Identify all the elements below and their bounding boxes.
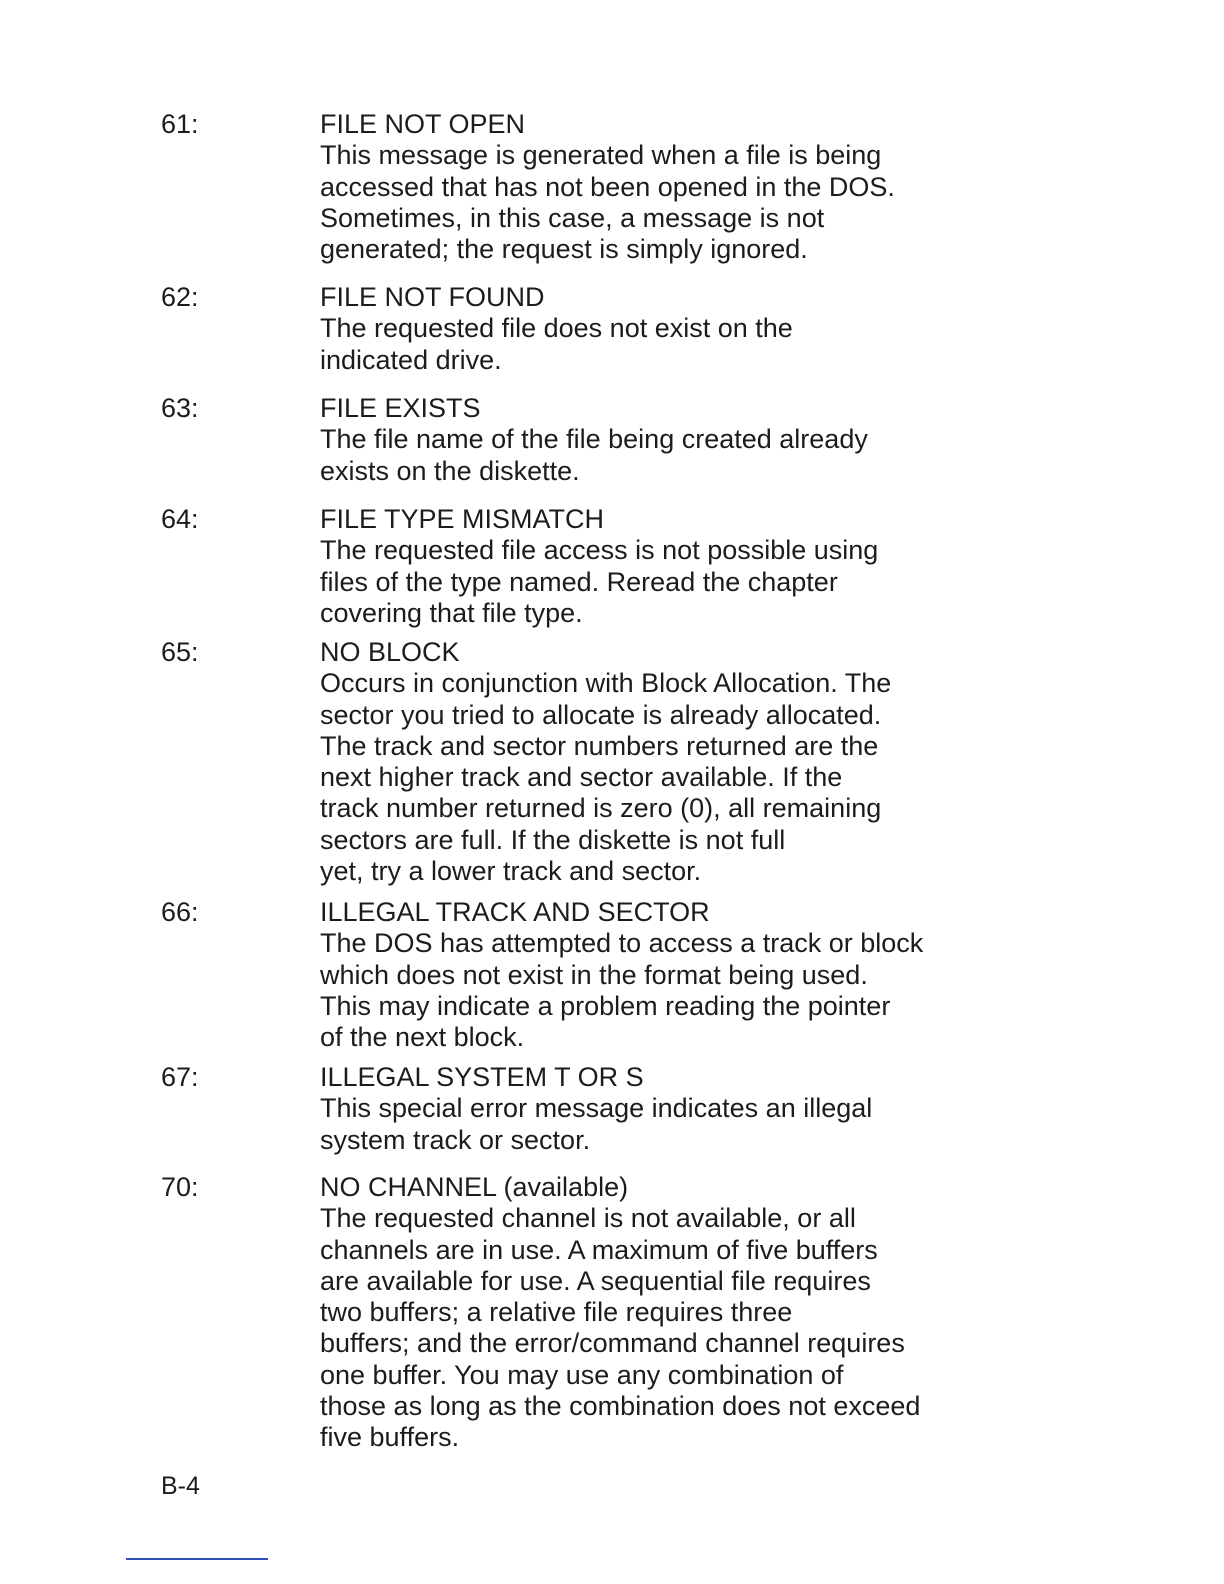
error-title: NO BLOCK [320,637,460,667]
error-description-line: which does not exist in the format being used. [320,959,868,990]
page-number: B-4 [161,1472,200,1500]
error-title: ILLEGAL SYSTEM T OR S [320,1062,644,1092]
error-description-line: generated; the request is simply ignored. [320,234,808,265]
error-description-line: are available for use. A sequential file requires [320,1265,871,1296]
error-code: 64: [161,504,199,534]
error-description-line: The DOS has attempted to access a track or block [320,928,924,959]
error-description-line: Occurs in conjunction with Block Allocation. The [320,668,892,699]
error-code: 66: [161,897,199,927]
error-description-line: next higher track and sector available. If the [320,762,843,793]
error-description-line: Sometimes, in this case, a message is not [320,202,825,233]
error-description-line: The track and sector numbers returned are the [320,730,879,761]
error-code: 67: [161,1062,199,1092]
error-code: 70: [161,1172,199,1202]
error-description-line: The file name of the file being created already [320,424,868,455]
error-description-line: yet, try a lower track and sector. [320,856,702,887]
error-description-line: sectors are full. If the diskette is not full [320,824,786,855]
error-body [320,637,1000,887]
error-title: ILLEGAL TRACK AND SECTOR [320,897,710,927]
error-body [320,393,1000,487]
error-code: 61: [161,109,199,139]
error-description-line: This special error message indicates an illegal [320,1093,873,1124]
error-description-line: system track or sector. [320,1124,591,1155]
error-body [320,282,1000,376]
error-description-line: indicated drive. [320,344,502,375]
error-description-line: covering that file type. [320,597,583,628]
error-body [320,897,1000,1053]
error-title: FILE NOT OPEN [320,109,526,139]
error-description-line: of the next block. [320,1022,525,1053]
error-code: 63: [161,393,199,423]
error-description-line: The requested file access is not possible using [320,535,879,566]
error-description-line: The requested file does not exist on the [320,313,793,344]
error-code: 62: [161,282,199,312]
error-description-line: track number returned is zero (0), all remaining [320,793,882,824]
error-description-line: This may indicate a problem reading the pointer [320,990,891,1021]
footer-rule [126,1558,268,1560]
error-body [320,504,1000,629]
error-description-line: five buffers. [320,1422,460,1453]
error-description-line: buffers; and the error/command channel requires [320,1328,905,1359]
error-title: FILE NOT FOUND [320,282,545,312]
error-code: 65: [161,637,199,667]
error-description-line: exists on the diskette. [320,455,580,486]
error-description-line: accessed that has not been opened in the DOS. [320,171,895,202]
error-title: FILE TYPE MISMATCH [320,504,605,534]
error-description-line: sector you tried to allocate is already allocated. [320,699,882,730]
error-description-line: channels are in use. A maximum of five buffers [320,1234,878,1265]
error-description-line: The requested channel is not available, or all [320,1203,856,1234]
error-body [320,1172,1000,1454]
error-description-line: one buffer. You may use any combination of [320,1359,844,1390]
error-description-line: those as long as the combination does not exceed [320,1391,921,1422]
error-body [320,1062,1000,1156]
error-description-line: two buffers; a relative file requires three [320,1297,793,1328]
error-title: FILE EXISTS [320,393,481,423]
error-body [320,109,1000,265]
error-title: NO CHANNEL (available) [320,1172,629,1202]
error-description-line: files of the type named. Reread the chapter [320,566,838,597]
error-description-line: This message is generated when a file is being [320,140,882,171]
